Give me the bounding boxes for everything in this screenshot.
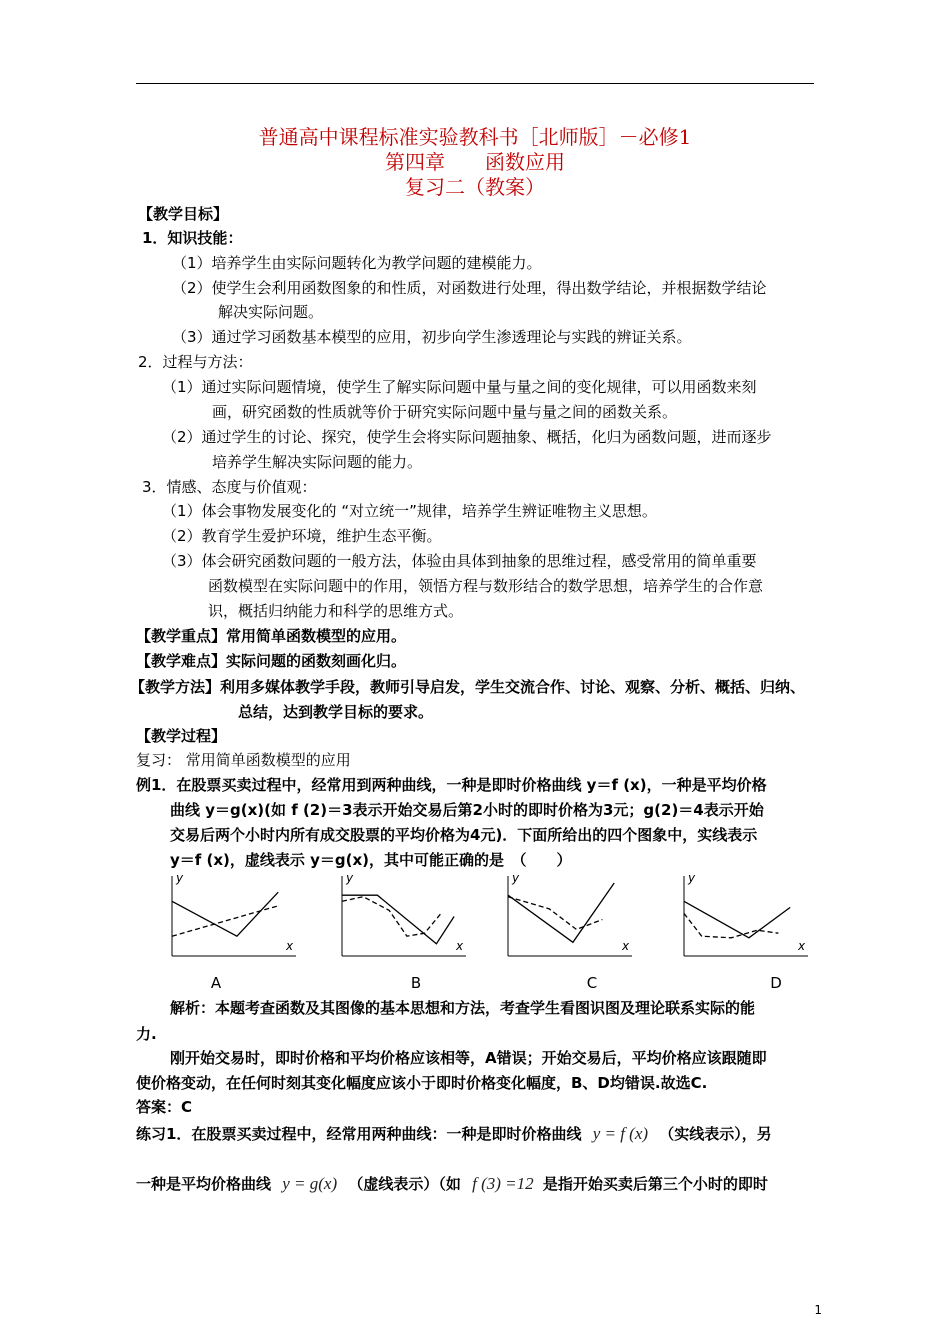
- attitude-item-1: （1）体会事物发展变化的 “对立统一”规律，培养学生辨证唯物主义思想。: [162, 502, 657, 520]
- exercise1-text-b: （实线表示），另: [659, 1125, 772, 1143]
- analysis-line-1: 解析：本题考查函数及其图像的基本思想和方法，考查学生看图识图及理论联系实际的能: [170, 999, 756, 1017]
- process-heading: 2．过程与方法：: [138, 353, 253, 371]
- formula-y-gx: y = g(x): [282, 1174, 338, 1193]
- process-item-1: （1）通过实际问题情境，使学生了解实际问题中量与量之间的变化规律，可以用函数来刻: [162, 378, 757, 396]
- analysis-line-2: 力.: [136, 1025, 157, 1043]
- review-heading: 复习： 常用简单函数模型的应用: [136, 751, 351, 769]
- attitude-item-3: （3）体会研究函数问题的一般方法，体验由具体到抽象的思维过程，感受常用的简单重要: [162, 552, 757, 570]
- example1-line-2: 曲线 y＝g(x)(如 f (2)＝3表示开始交易后第2小时的即时价格为3元；g(2)＝4表示开始: [170, 801, 764, 819]
- answer-line: 答案：C: [136, 1098, 193, 1116]
- instant-price-curve: [508, 883, 614, 942]
- chart-c-label: C: [586, 974, 598, 992]
- chart-a-label: A: [210, 974, 222, 992]
- chart-b-label: B: [410, 974, 422, 992]
- teaching-focus: 【教学重点】常用简单函数模型的应用。: [136, 627, 407, 645]
- example1-line-3: 交易后两个小时内所有成交股票的平均价格为4元)．下面所给出的四个图象中，实线表示: [170, 826, 758, 844]
- attitude-item-2: （2）教育学生爱护环境，维护生态平衡。: [162, 527, 442, 545]
- y-axis-label: y: [176, 871, 184, 885]
- teaching-process-heading: 【教学过程】: [136, 727, 227, 745]
- skills-item-2-cont: 解决实际问题。: [218, 303, 324, 321]
- exercise1-text-d: （虚线表示）（如: [348, 1175, 461, 1193]
- average-price-curve: [684, 913, 778, 937]
- title-line-3: 复习二（教案）: [405, 175, 545, 199]
- header-rule: [136, 83, 814, 84]
- instant-price-curve: [342, 895, 454, 944]
- attitude-heading: 3．情感、态度与价值观：: [142, 478, 317, 496]
- exercise1-text-c: 一种是平均价格曲线: [136, 1175, 272, 1193]
- exercise1-text-a: 练习1．在股票买卖过程中，经常用两种曲线：一种是即时价格曲线: [136, 1125, 582, 1143]
- process-item-2-cont: 培养学生解决实际问题的能力。: [212, 453, 423, 471]
- average-price-curve: [342, 897, 442, 937]
- instant-price-curve: [684, 901, 790, 938]
- attitude-item-3-cont1: 函数模型在实际问题中的作用，领悟方程与数形结合的数学思想，培养学生的合作意: [208, 577, 764, 595]
- teaching-method: 【教学方法】利用多媒体教学手段，教师引导启发，学生交流合作、讨论、观察、分析、概括、归纳、: [130, 678, 806, 696]
- attitude-item-3-cont2: 识，概括归纳能力和科学的思维方式。: [208, 602, 464, 620]
- x-axis-label: x: [622, 939, 630, 953]
- chart-c: [496, 872, 636, 966]
- reasoning-line-1: 刚开始交易时，即时价格和平均价格应该相等，A错误；开始交易后，平均价格应该跟随即: [170, 1049, 767, 1067]
- chart-b: [330, 872, 470, 966]
- skills-item-2: （2）使学生会利用函数图象的和性质，对函数进行处理，得出数学结论，并根据数学结论: [172, 279, 767, 297]
- chart-d: [672, 872, 812, 966]
- skills-item-3: （3）通过学习函数基本模型的应用，初步向学生渗透理论与实践的辨证关系。: [172, 328, 692, 346]
- y-axis-label: y: [512, 871, 520, 885]
- example1-line-4: y＝f (x)，虚线表示 y＝g(x)，其中可能正确的是 （ ）: [170, 851, 572, 869]
- page-number: 1: [814, 1303, 822, 1317]
- skills-item-1: （1）培养学生由实际问题转化为教学问题的建模能力。: [172, 254, 542, 272]
- x-axis-label: x: [798, 939, 806, 953]
- instant-price-curve: [172, 892, 278, 936]
- chart-d-label: D: [770, 974, 782, 992]
- process-item-2: （2）通过学生的讨论、探究，使学生会将实际问题抽象、概括，化归为函数问题，进而逐步: [162, 428, 772, 446]
- y-axis-label: y: [346, 871, 354, 885]
- formula-f3: f (3) =12: [472, 1174, 534, 1193]
- teaching-method-cont: 总结，达到教学目标的要求。: [238, 703, 434, 721]
- chart-a: [160, 872, 300, 966]
- reasoning-line-2: 使价格变动，在任何时刻其变化幅度应该小于即时价格变化幅度，B、D均错误.故选C.: [136, 1074, 708, 1092]
- exercise1-text-e: 是指开始买卖后第三个小时的即时: [542, 1175, 768, 1193]
- objectives-heading: 【教学目标】: [138, 205, 229, 223]
- x-axis-label: x: [456, 939, 464, 953]
- exercise1-line-1: [136, 1124, 772, 1144]
- title-line-1: 普通高中课程标准实验教科书［北师版］－必修1: [258, 125, 692, 149]
- y-axis-label: y: [688, 871, 696, 885]
- average-price-curve: [508, 897, 602, 930]
- teaching-difficulty: 【教学难点】实际问题的函数刻画化归。: [136, 652, 407, 670]
- x-axis-label: x: [286, 939, 294, 953]
- process-item-1-cont: 画，研究函数的性质就等价于研究实际问题中量与量之间的函数关系。: [212, 403, 678, 421]
- skills-heading: 1．知识技能：: [142, 229, 243, 247]
- exercise1-line-2: [136, 1174, 768, 1194]
- example1-line-1: 例1．在股票买卖过程中，经常用到两种曲线，一种是即时价格曲线 y＝f (x)，一种是平均价格: [136, 776, 767, 794]
- formula-y-fx: y = f (x): [592, 1124, 649, 1143]
- title-line-2: 第四章 函数应用: [385, 150, 565, 174]
